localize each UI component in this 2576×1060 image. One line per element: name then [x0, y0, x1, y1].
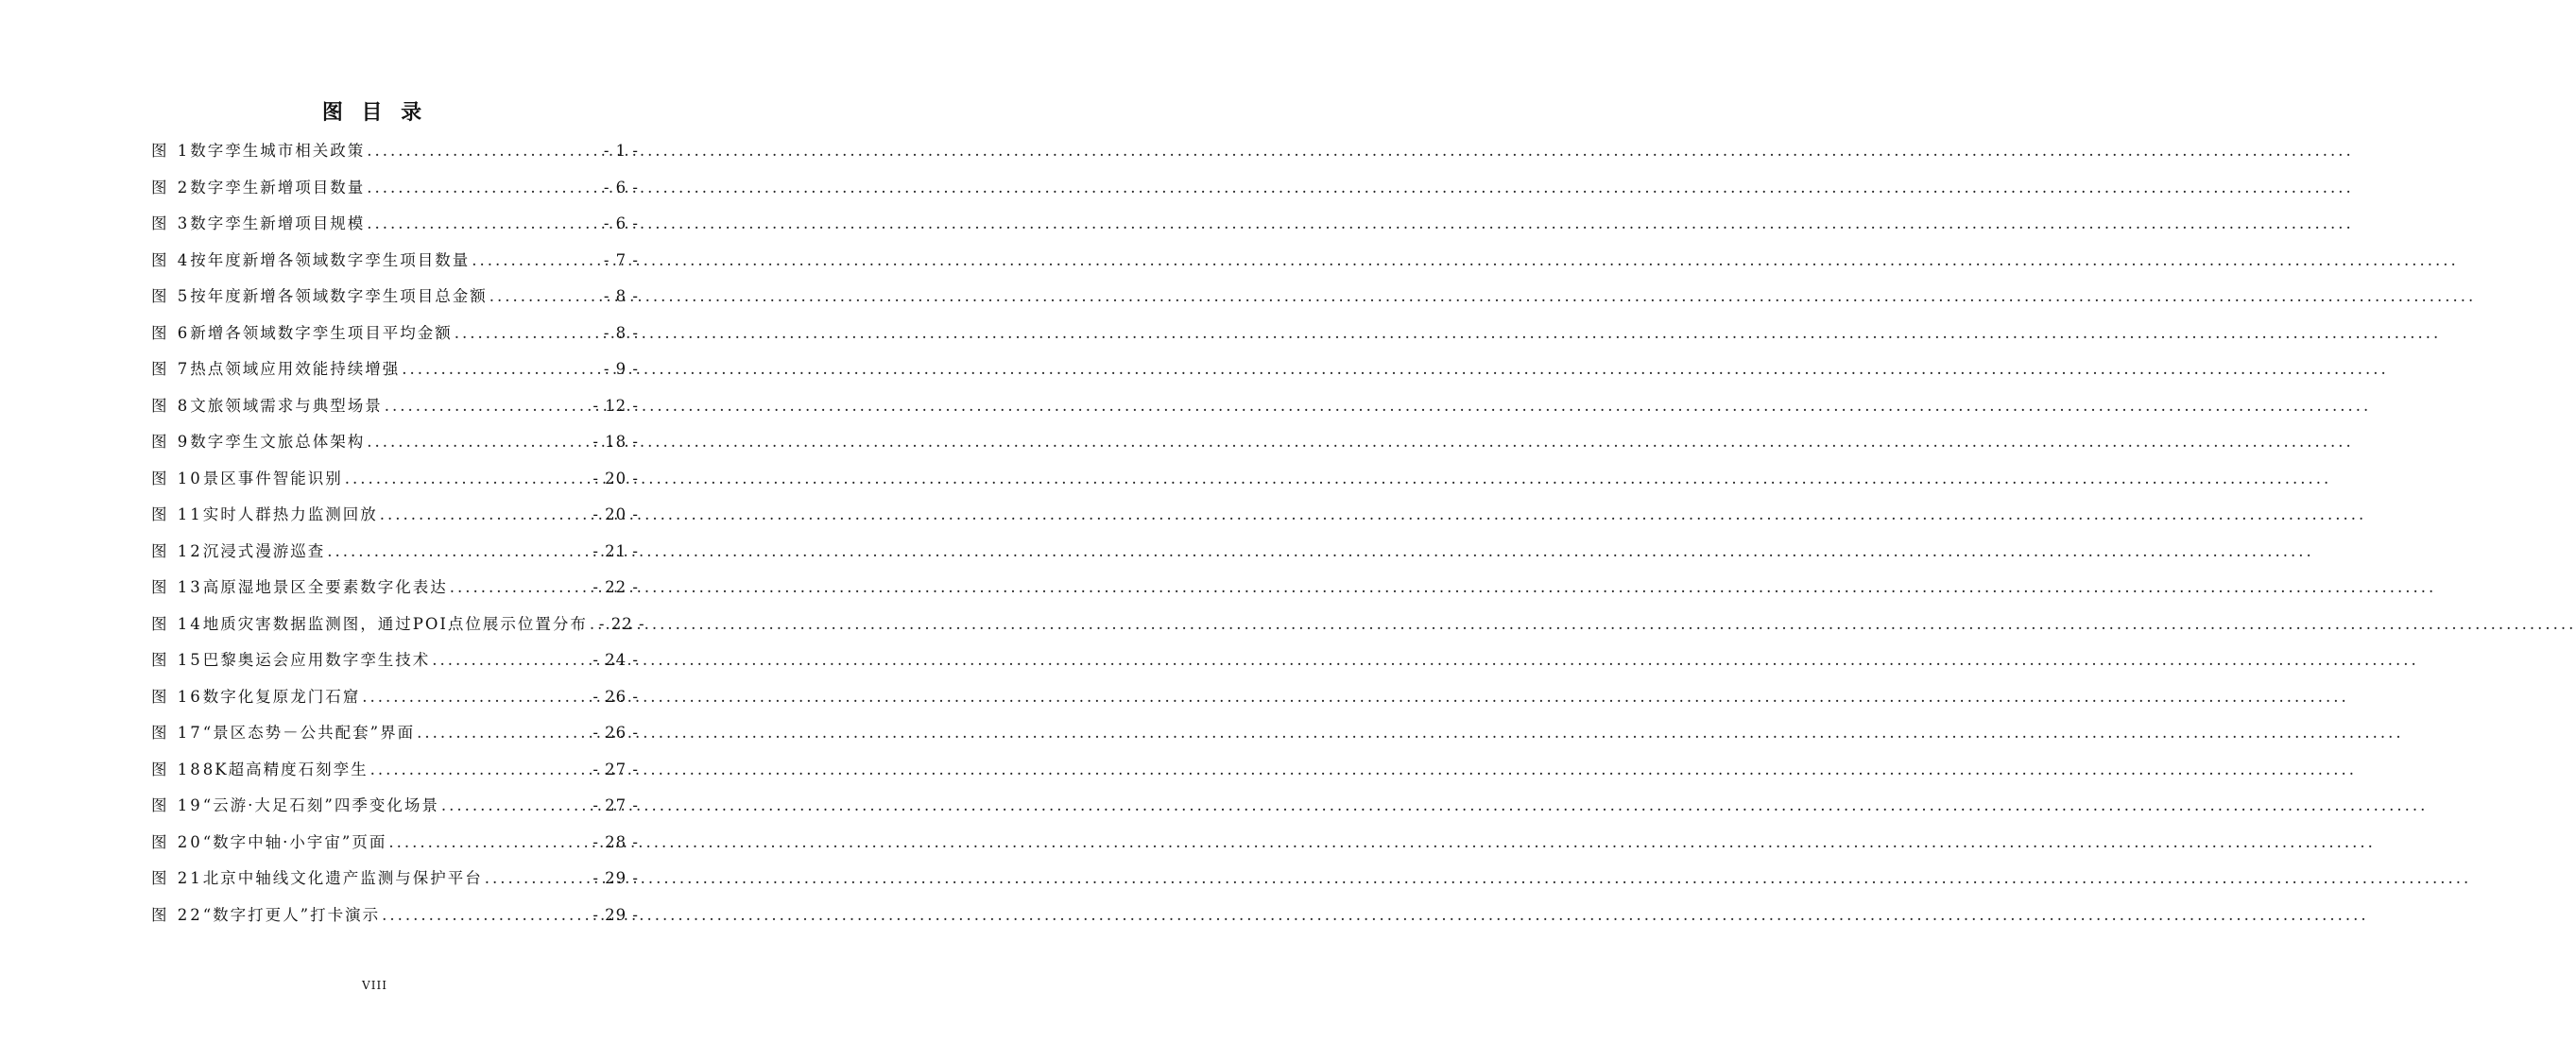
page-ref: - 22 -	[592, 578, 639, 596]
figure-title: 实时人群热力监测回放	[202, 505, 378, 523]
figure-number: 图 6	[151, 323, 191, 342]
toc-entry[interactable]	[151, 281, 639, 317]
toc-entry[interactable]	[151, 827, 639, 863]
toc-entry[interactable]	[151, 353, 639, 390]
toc-entry[interactable]	[151, 899, 639, 936]
toc-entry[interactable]	[151, 135, 639, 172]
figure-number: 图 4	[151, 250, 191, 269]
toc-entry[interactable]	[151, 790, 639, 827]
figure-number: 图 16	[151, 687, 203, 706]
figure-number: 图 7	[151, 360, 191, 378]
dot-leader	[402, 353, 600, 385]
figure-title: 景区事件智能识别	[202, 469, 343, 487]
figure-title: 北京中轴线文化遗产监测与保护平台	[202, 869, 483, 887]
page-ref: - 8 -	[603, 323, 639, 342]
dot-leader	[327, 536, 589, 568]
page-ref: - 9 -	[603, 360, 639, 378]
figure-number: 图 15	[151, 651, 203, 669]
figure-number: 图 12	[151, 541, 203, 560]
figure-number: 图 19	[151, 796, 203, 814]
figure-number: 图 9	[151, 433, 191, 451]
toc-entry[interactable]	[151, 317, 639, 354]
figure-number: 图 22	[151, 905, 203, 924]
toc-entry[interactable]	[151, 681, 639, 718]
dot-leader	[455, 317, 600, 350]
page-ref: - 26 -	[592, 687, 639, 706]
page-ref: - 28 -	[592, 832, 639, 851]
page-ref: - 20 -	[592, 505, 639, 523]
figure-title: 文旅领域需求与典型场景	[190, 396, 383, 415]
page-number: VIII	[362, 979, 387, 992]
figure-title: 巴黎奥运会应用数字孪生技术	[202, 651, 431, 669]
figure-number: 图 10	[151, 469, 203, 487]
toc-entry[interactable]	[151, 463, 639, 500]
page-ref: - 6 -	[603, 178, 639, 197]
dot-leader	[382, 899, 589, 932]
page-ref: - 22 -	[598, 614, 645, 633]
figure-title: 数字孪生城市相关政策	[190, 142, 366, 160]
dot-leader	[385, 390, 590, 422]
page-ref: - 27 -	[592, 796, 639, 814]
dot-leader	[345, 463, 590, 495]
figure-title: “景区态势－公共配套”界面	[202, 724, 416, 742]
dot-leader	[590, 608, 595, 641]
figure-number: 图 13	[151, 578, 203, 596]
figure-number: 图 1	[151, 142, 191, 160]
toc-entry[interactable]	[151, 208, 639, 245]
dot-leader	[417, 717, 589, 749]
toc-entry[interactable]	[151, 245, 639, 282]
figure-title: 数字孪生新增项目数量	[190, 178, 366, 197]
figure-title: 高原湿地景区全要素数字化表达	[202, 578, 448, 596]
dot-leader	[370, 754, 590, 786]
toc-entry[interactable]	[151, 608, 645, 645]
figure-title: “数字打更人”打卡演示	[202, 905, 381, 924]
figure-title: “云游·大足石刻”四季变化场景	[202, 796, 439, 814]
figure-title: 数字孪生新增项目规模	[190, 214, 366, 232]
figure-title: 沉浸式漫游巡查	[202, 541, 326, 560]
dot-leader	[388, 827, 589, 859]
page-title: 图 目 录	[321, 100, 428, 125]
figure-title: “数字中轴·小宇宙”页面	[202, 832, 387, 851]
dot-leader	[485, 863, 590, 895]
page-ref: - 24 -	[592, 651, 639, 669]
figure-title: 新增各领域数字孪生项目平均金额	[190, 323, 453, 342]
page-ref: - 18 -	[592, 433, 639, 451]
figure-number: 图 21	[151, 869, 203, 887]
dot-leader	[367, 172, 600, 204]
page-ref: - 26 -	[592, 724, 639, 742]
page-ref: - 12 -	[592, 396, 639, 415]
page-ref: - 21 -	[592, 541, 639, 560]
dot-leader	[472, 245, 600, 277]
toc-entry[interactable]	[151, 644, 639, 681]
figure-title: 按年度新增各领域数字孪生项目总金额	[190, 287, 488, 305]
figure-title: 数字化复原龙门石窟	[202, 687, 361, 706]
page-ref: - 1 -	[603, 142, 639, 160]
page-ref: - 29 -	[592, 905, 639, 924]
toc-entry[interactable]	[151, 426, 639, 463]
figure-title: 地质灾害数据监测图，通过POI点位展示位置分布	[202, 614, 588, 633]
dot-leader	[367, 135, 600, 167]
dot-leader	[489, 281, 600, 313]
figure-title: 按年度新增各领域数字孪生项目数量	[190, 250, 471, 269]
toc-entry[interactable]	[151, 754, 639, 791]
toc-entry[interactable]	[151, 172, 639, 209]
toc-entry[interactable]	[151, 390, 639, 427]
page-ref: - 20 -	[592, 469, 639, 487]
figure-title: 数字孪生文旅总体架构	[190, 433, 366, 451]
figure-number: 图 14	[151, 614, 203, 633]
figure-number: 图 17	[151, 724, 203, 742]
figure-list	[151, 135, 645, 935]
toc-entry[interactable]	[151, 717, 639, 754]
figure-number: 图 18	[151, 760, 203, 778]
figure-number: 图 2	[151, 178, 191, 197]
page-ref: - 7 -	[603, 250, 639, 269]
figure-number: 图 20	[151, 832, 203, 851]
figure-number: 图 5	[151, 287, 191, 305]
page-ref: - 27 -	[592, 760, 639, 778]
page-ref: - 29 -	[592, 869, 639, 887]
figure-number: 图 3	[151, 214, 191, 232]
page-ref: - 8 -	[603, 287, 639, 305]
toc-entry[interactable]	[151, 536, 639, 573]
figure-number: 图 11	[151, 505, 203, 523]
dot-leader	[362, 681, 589, 713]
dot-leader	[450, 572, 590, 604]
figure-number: 图 8	[151, 396, 191, 415]
dot-leader	[367, 208, 600, 240]
dot-leader	[380, 499, 590, 531]
page-ref: - 6 -	[603, 214, 639, 232]
toc-entry[interactable]	[151, 499, 639, 536]
figure-title: 热点领域应用效能持续增强	[190, 360, 401, 378]
toc-entry[interactable]	[151, 863, 639, 899]
dot-leader	[432, 644, 589, 676]
figure-title: 8K超高精度石刻孪生	[202, 760, 369, 778]
toc-entry[interactable]	[151, 572, 639, 608]
dot-leader	[367, 426, 589, 458]
dot-leader	[441, 790, 589, 822]
